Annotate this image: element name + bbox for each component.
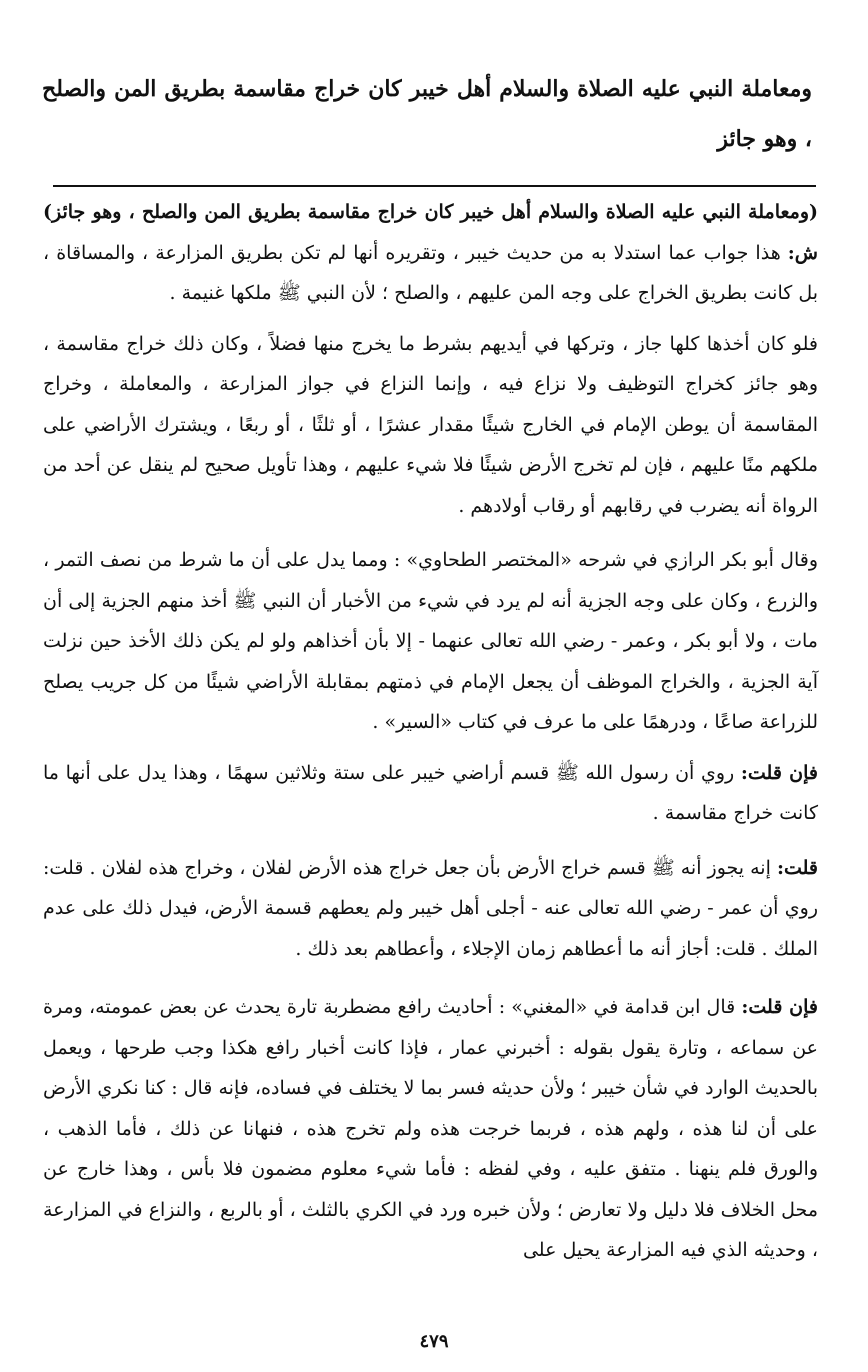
- paragraph-body: روي أن رسول الله ﷺ قسم أراضي خيبر على ستة وثلاثين سهمًا ، وهذا يدل على أنها ما كانت خراج مقاسمة .: [43, 761, 818, 824]
- paragraph-body: قال ابن قدامة في «المغني» : أحاديث رافع مضطربة تارة يحدث عن بعض عمومته، ومرة عن سماعه ، وتارة يقول بقوله : أخبرني عمار ، فإذا كانت أخبار رافع هكذا وجب طرحها ، ويعمل بالحديث الوارد في شأن خيبر ؛ ولأن حديثه فسر بما لا يختلف في فساده، فإنه قال : كنا نكري الأرض على أن لنا هذه ، ولهم هذه ، فربما خرجت هذه ولم تخرج هذه ، فنهانا عن ذلك ، فأما الذهب ، والورق فلم ينهنا . متفق عليه ، وفي لفظه : فأما شيء معلوم مضمون فلا بأس ، وهذا خارج عن محل الخلاف فلا دليل ولا تعارض ؛ ولأن خبره ورد في الكري بالثلث ، أو بالربع ، والنزاع في المزارعة ، وحديثه الذي فيه المزارعة يحيل على: [43, 996, 818, 1261]
- commentary-paragraph-6: [43, 987, 818, 1271]
- objection-lead: فإن قلت:: [741, 996, 818, 1018]
- paragraph-body: فلو كان أخذها كلها جاز ، وتركها في أيديهم بشرط ما يخرج منها فضلاً ، وكان ذلك خراج مقاسمة ، وهو جائز كخراج التوظيف ولا نزاع فيه ، وإنما النزاع في جواز المزارعة ، والمعاملة ، وخراج المقاسمة أن يوطن الإمام في الخارج شيئًا مقدار عشرًا ، أو ثلثًا ، أو ربعًا ، ويشترك الأراضي على ملكهم منًا عليهم ، فإن لم تخرج الأرض شيئًا فلا شيء عليهم ، وهذا تأويل صحيح لم ينقل عن أحد من الرواة أنه يضرب في رقابهم أو رقاب أولادهم .: [43, 332, 818, 517]
- commentary-paragraph-3: [43, 540, 818, 743]
- paragraph-body: وقال أبو بكر الرازي في شرحه «المختصر الطحاوي» : ومما يدل على أن ما شرط من نصف التمر ، والزرع ، وكان على وجه الجزية أنه لم يرد في شيء من الأخبار أن النبي ﷺ أخذ منهم الجزية إلى أن مات ، ولا أبو بكر ، وعمر - رضي الله تعالى عنهما - إلا بأن أخذاهم ولو لم يكن ذلك الأخذ حين نزلت آية الجزية ، والخراج الموظف أن يجعل الإمام في ذمتهم بمقابلة الأراضي شيئًا من كل جريب يصلح للزراعة صاعًا ، ودرهمًا على ما عرف في كتاب «السير» .: [43, 549, 818, 733]
- paragraph-body: هذا جواب عما استدلا به من حديث خيبر ، وتقريره أنها لم تكن بطريق المزارعة ، والمساقاة ، بل كانت بطريق الخراج على وجه المن عليهم ، والصلح ؛ لأن النبي ﷺ ملكها غنيمة .: [43, 241, 818, 304]
- section-divider: [53, 185, 816, 187]
- page-number: ٤٧٩: [419, 1331, 449, 1352]
- reply-lead: قلت:: [776, 856, 818, 879]
- commentary-paragraph-4: [43, 753, 818, 834]
- matn-text: ومعاملة النبي عليه الصلاة والسلام أهل خيبر كان خراج مقاسمة بطريق المن والصلح ، وهو جائز: [42, 76, 812, 152]
- paragraph-body: إنه يجوز أنه ﷺ قسم خراج الأرض بأن جعل خراج هذه الأرض لفلان ، وخراج هذه لفلان . قلت: روي أن عمر - رضي الله تعالى عنه - أجلى أهل خيبر ولم يعطهم قسمة الأرض، فيدل ذلك على عدم الملك . قلت: أجاز أنه ما أعطاهم زمان الإجلاء ، وأعطاهم بعد ذلك .: [43, 856, 818, 960]
- commentary-section: [43, 192, 818, 1271]
- matn-quote-lead: (ومعاملة النبي عليه الصلاة والسلام أهل خيبر كان خراج مقاسمة بطريق المن والصلح ، وهو جائز) ش:: [43, 201, 819, 264]
- commentary-paragraph-1: [43, 192, 818, 314]
- objection-lead: فإن قلت:: [740, 761, 818, 784]
- commentary-paragraph-2: [43, 324, 818, 527]
- commentary-paragraph-5: [43, 848, 818, 970]
